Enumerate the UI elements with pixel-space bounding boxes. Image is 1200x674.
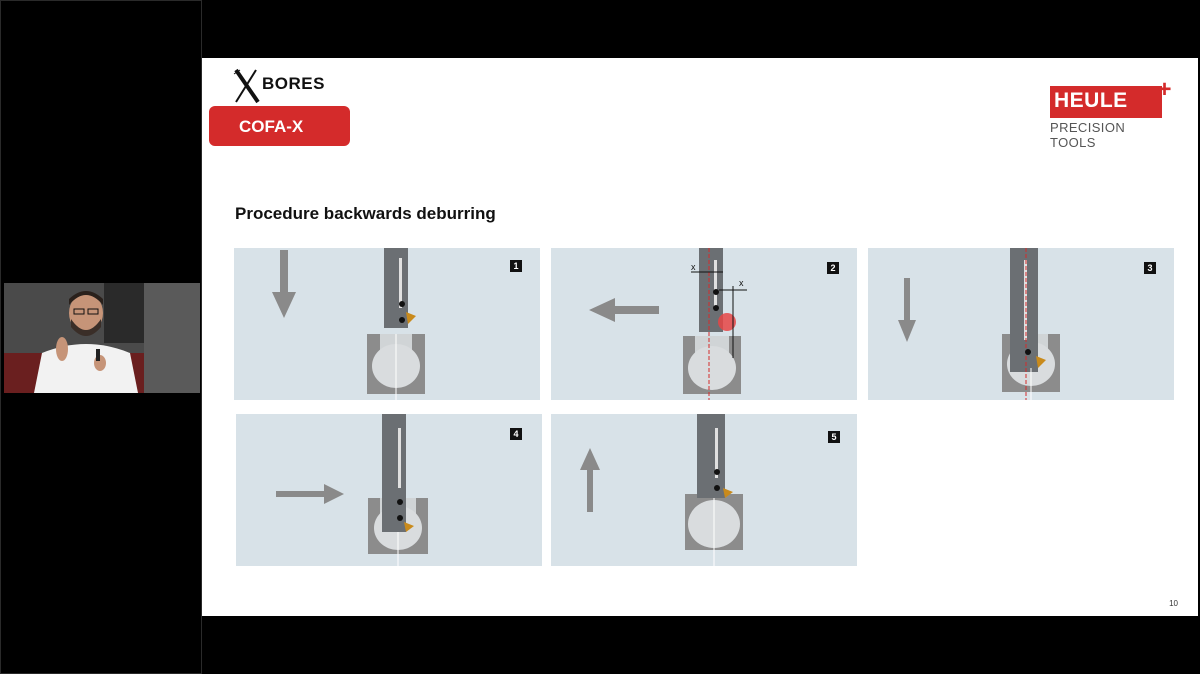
step-panel-2 <box>551 248 857 400</box>
dimension-label-x1: x <box>691 262 696 272</box>
step-panel-3 <box>868 248 1174 400</box>
presentation-slide <box>202 58 1198 616</box>
arrow-icon <box>580 448 600 512</box>
step-number: 3 <box>1144 262 1156 274</box>
logo-subtitle: PRECISION TOOLS <box>1050 120 1126 150</box>
logo-plus: + <box>1157 76 1172 103</box>
step-number: 2 <box>827 262 839 274</box>
step-panel-5 <box>551 414 857 566</box>
slide-title: Procedure backwards deburring <box>235 204 496 223</box>
arrow-icon <box>589 298 659 322</box>
brand-name: BORES <box>262 74 325 93</box>
step-panel-1 <box>234 248 540 400</box>
arrow-icon <box>272 250 296 318</box>
presenter-video[interactable] <box>4 283 200 393</box>
page-number: 10 <box>1169 599 1178 608</box>
tool <box>697 414 733 498</box>
step-panel-4 <box>236 414 542 566</box>
workpiece <box>683 336 741 394</box>
arrow-icon <box>898 278 916 342</box>
dimension-label-x2: x <box>739 278 744 288</box>
tool <box>384 248 416 328</box>
x-brand-icon <box>232 68 262 104</box>
step-number: 1 <box>510 260 522 272</box>
step-number: 5 <box>828 431 840 443</box>
arrow-icon <box>276 484 344 504</box>
logo-main-text: HEULE <box>1054 89 1128 112</box>
video-sidebar <box>0 0 202 674</box>
company-logo <box>1050 76 1172 150</box>
logo-box <box>1050 76 1172 118</box>
step-number: 4 <box>510 428 522 440</box>
product-badge: COFA-X <box>209 106 350 146</box>
